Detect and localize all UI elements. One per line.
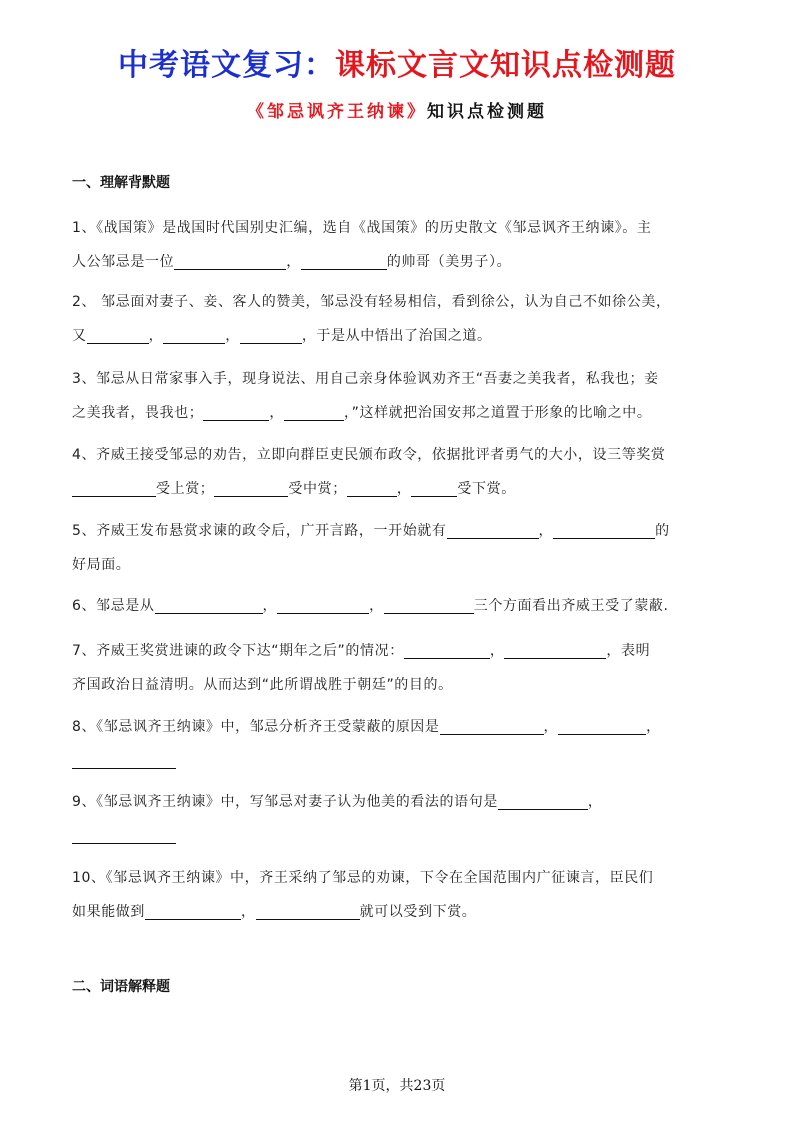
page-title bbox=[0, 40, 794, 84]
text-segment: ， bbox=[148, 328, 164, 344]
text-segment: ， bbox=[225, 328, 240, 344]
answer-blank[interactable] bbox=[404, 640, 490, 659]
text-segment: 7、齐威王奖赏进谏的政令下达“期年之后”的情况： bbox=[72, 643, 404, 659]
text-segment: ，”这样就把治国安邦之道置于形象的比喻之中。 bbox=[344, 405, 652, 421]
page-footer: 第1页，共23页 bbox=[348, 1078, 446, 1094]
text-segment: ， bbox=[646, 719, 661, 735]
question-5-line-2: 好局面。 bbox=[72, 557, 131, 573]
question-9 bbox=[72, 785, 732, 853]
text-segment: ，表明 bbox=[606, 643, 651, 659]
answer-blank[interactable] bbox=[504, 640, 606, 659]
question-8-line-2 bbox=[72, 744, 732, 778]
text-segment: 9、《邹忌讽齐王纳谏》中，写邹忌对妻子认为他美的看法的语句是 bbox=[72, 794, 498, 810]
question-5-line-1 bbox=[72, 514, 732, 548]
question-10-line-1: 10、《邹忌讽齐王纳谏》中，齐王采纳了邹忌的劝谏，下令在全国范围内广征谏言，臣民们 bbox=[72, 870, 654, 886]
text-segment: 之美我者，畏我也； bbox=[72, 405, 204, 421]
subtitle-suffix: 知识点检测题 bbox=[427, 102, 547, 122]
text-segment: 8、《邹忌讽齐王纳谏》中，邹忌分析齐王受蒙蔽的原因是 bbox=[72, 719, 440, 735]
question-10-line-2 bbox=[72, 895, 732, 929]
question-1-line-2 bbox=[72, 245, 732, 279]
answer-blank[interactable] bbox=[72, 750, 176, 769]
page-subtitle bbox=[0, 97, 794, 122]
text-segment: 人公邹忌是一位 bbox=[72, 254, 175, 270]
answer-blank[interactable] bbox=[203, 402, 269, 421]
answer-blank[interactable] bbox=[440, 716, 544, 735]
text-segment: 就可以受到下赏。 bbox=[359, 904, 477, 920]
question-3-line-1: 3、邹忌从日常家事入手，现身说法、用自己亲身体验讽劝齐王“吾妻之美我者，私我也；妾 bbox=[72, 371, 659, 387]
answer-blank[interactable] bbox=[72, 825, 176, 844]
answer-blank[interactable] bbox=[214, 478, 288, 497]
answer-blank[interactable] bbox=[301, 251, 387, 270]
text-segment: 三个方面看出齐威王受了蒙蔽. bbox=[473, 598, 669, 614]
question-2 bbox=[72, 285, 732, 353]
question-1-line-1: 1、《战国策》是战国时代国别史汇编，选自《战国策》的历史散文《邹忌讽齐王纳谏》。主 bbox=[72, 220, 652, 236]
text-segment: 受中赏； bbox=[288, 481, 347, 497]
question-10 bbox=[72, 861, 732, 929]
text-segment: ， bbox=[489, 643, 505, 659]
question-9-line-1 bbox=[72, 785, 732, 819]
text-segment: ，于是从中悟出了治国之道。 bbox=[301, 328, 492, 344]
question-4-line-2 bbox=[72, 472, 732, 506]
question-9-line-2 bbox=[72, 819, 732, 853]
answer-blank[interactable] bbox=[240, 325, 302, 344]
text-segment: 的帅哥（美男子）。 bbox=[386, 254, 512, 270]
text-segment: 6、邹忌是从 bbox=[72, 598, 155, 614]
question-3-line-2 bbox=[72, 396, 732, 430]
text-segment: ， bbox=[286, 254, 301, 270]
answer-blank[interactable] bbox=[174, 251, 286, 270]
question-8 bbox=[72, 710, 732, 778]
answer-blank[interactable] bbox=[277, 595, 369, 614]
text-segment: 受下赏。 bbox=[457, 481, 516, 497]
text-segment: ， bbox=[262, 598, 278, 614]
answer-blank[interactable] bbox=[447, 520, 539, 539]
answer-blank[interactable] bbox=[155, 595, 263, 614]
question-7 bbox=[72, 634, 732, 702]
answer-blank[interactable] bbox=[145, 901, 241, 920]
answer-blank[interactable] bbox=[256, 901, 360, 920]
text-segment: ， bbox=[269, 405, 285, 421]
question-8-line-1 bbox=[72, 710, 732, 744]
text-segment: 又 bbox=[72, 328, 87, 344]
question-7-line-2: 齐国政治日益清明。从而达到“此所谓战胜于朝廷”的目的。 bbox=[72, 677, 453, 693]
answer-blank[interactable] bbox=[384, 595, 474, 614]
answer-blank[interactable] bbox=[87, 325, 149, 344]
answer-blank[interactable] bbox=[284, 402, 344, 421]
answer-blank[interactable] bbox=[553, 520, 655, 539]
question-1 bbox=[72, 211, 732, 279]
title-main: 课标文言文知识点检测题 bbox=[335, 48, 676, 83]
text-segment: ， bbox=[369, 598, 384, 614]
answer-blank[interactable] bbox=[163, 325, 225, 344]
question-5 bbox=[72, 514, 732, 582]
text-segment: 如果能做到 bbox=[72, 904, 145, 920]
text-segment: 的 bbox=[655, 523, 670, 539]
question-4-line-1: 4、齐威王接受邹忌的劝告，立即向群臣吏民颁布政令，依据批评者勇气的大小，设三等奖赏 bbox=[72, 447, 666, 463]
question-3 bbox=[72, 362, 732, 430]
question-2-line-2 bbox=[72, 319, 732, 353]
section-heading-1: 一、理解背默题 bbox=[72, 175, 170, 191]
section-heading-2: 二、词语解释题 bbox=[72, 979, 170, 995]
answer-blank[interactable] bbox=[72, 478, 156, 497]
text-segment: ， bbox=[543, 719, 559, 735]
question-2-line-1: 2、 邹忌面对妻子、妾、客人的赞美，邹忌没有轻易相信，看到徐公，认为自己不如徐公美， bbox=[72, 294, 671, 310]
answer-blank[interactable] bbox=[347, 478, 397, 497]
question-6 bbox=[72, 589, 732, 623]
text-segment: 受上赏； bbox=[156, 481, 215, 497]
answer-blank[interactable] bbox=[558, 716, 646, 735]
text-segment: 5、齐威王发布悬赏求谏的政令后，广开言路，一开始就有 bbox=[72, 523, 447, 539]
question-7-line-1 bbox=[72, 634, 732, 668]
subtitle-work-name: 《邹忌讽齐王纳谏》 bbox=[247, 102, 427, 122]
question-4 bbox=[72, 438, 732, 506]
answer-blank[interactable] bbox=[411, 478, 457, 497]
text-segment: ， bbox=[538, 523, 554, 539]
question-6-line-1 bbox=[72, 589, 732, 623]
text-segment: ， bbox=[396, 481, 412, 497]
text-segment: ， bbox=[241, 904, 256, 920]
text-segment: ， bbox=[587, 794, 603, 810]
answer-blank[interactable] bbox=[498, 791, 588, 810]
title-prefix: 中考语文复习： bbox=[118, 48, 335, 83]
